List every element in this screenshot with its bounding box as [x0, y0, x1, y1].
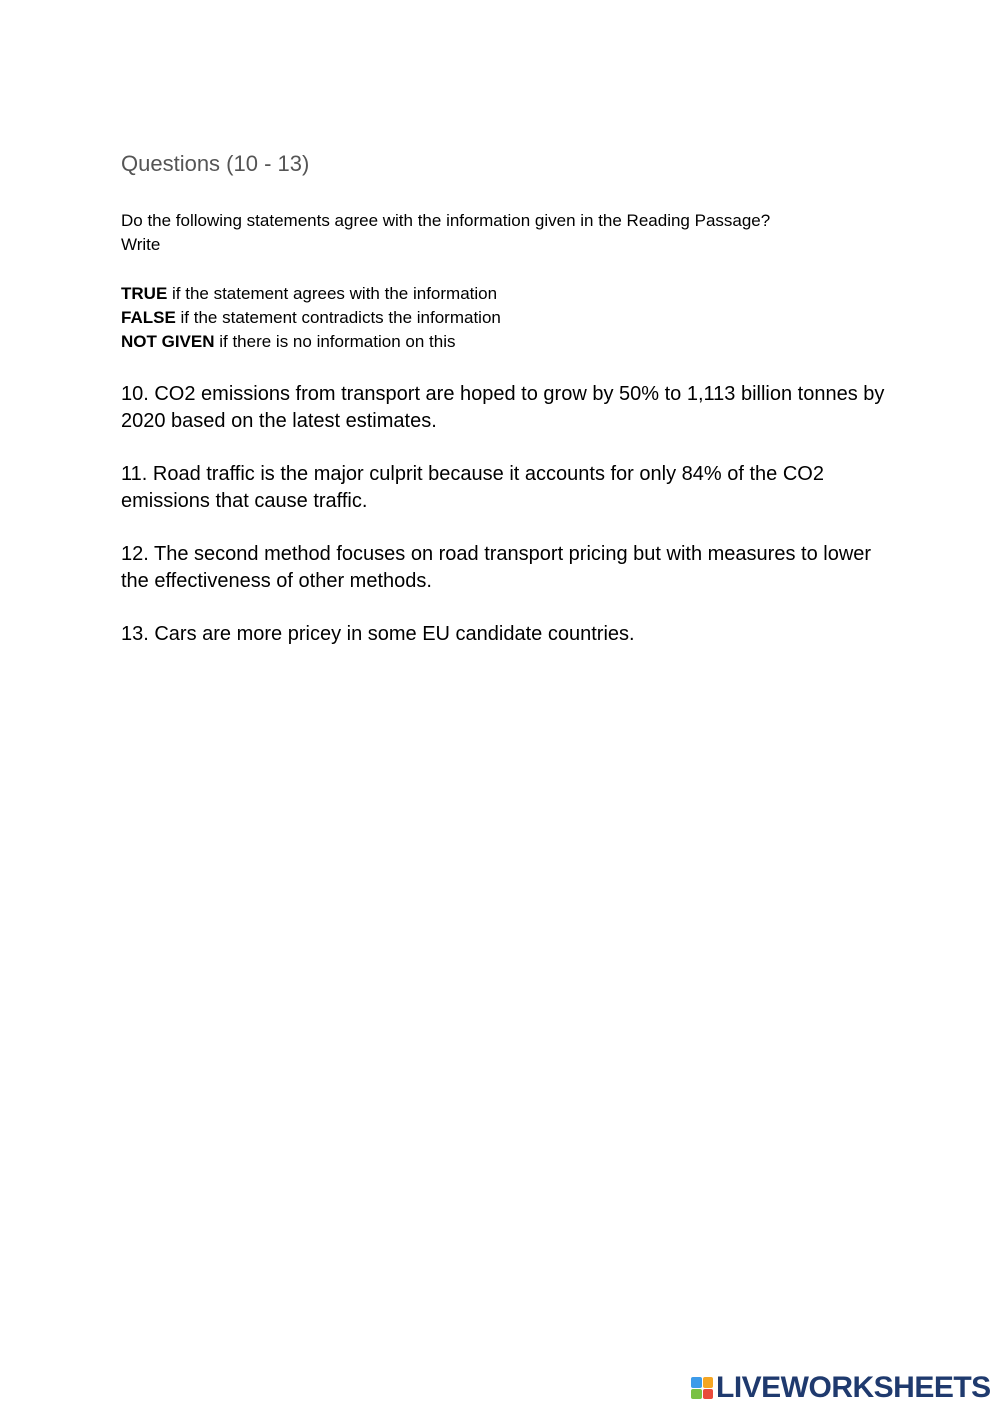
legend-text: if the statement contradicts the information [175, 308, 501, 327]
logo-square [691, 1377, 702, 1388]
logo-square [703, 1389, 714, 1400]
question-12: 12. The second method focuses on road transport pricing but with measures to lower the effectiveness of other methods. [121, 543, 872, 592]
legend-key: FALSE [121, 308, 176, 327]
instructions [121, 209, 881, 257]
logo-square [691, 1389, 702, 1400]
logo-square [703, 1377, 714, 1388]
legend-key: NOT GIVEN [121, 332, 215, 351]
instructions-line: Do the following statements agree with the information given in the Reading Passage? [121, 211, 771, 230]
legend-row-true [121, 282, 881, 306]
legend-text: if there is no information on this [214, 332, 456, 351]
legend-row-false [121, 306, 881, 330]
question-10: 10. CO2 emissions from transport are hoped to grow by 50% to 1,113 billion tonnes by 2020 based on the latest estimates. [121, 383, 885, 432]
question-13: 13. Cars are more pricey in some EU candidate countries. [121, 623, 635, 645]
liveworksheets-logo [691, 1372, 991, 1404]
logo-text: LIVEWORKSHEETS [716, 1371, 991, 1404]
question-list [121, 381, 891, 675]
legend-text: if the statement agrees with the information [167, 284, 498, 303]
legend-key: TRUE [121, 284, 168, 303]
question-11: 11. Road traffic is the major culprit because it accounts for only 84% of the CO2 emissions that cause traffic. [121, 463, 824, 512]
logo-mark-icon [691, 1377, 713, 1399]
answer-legend [121, 282, 881, 354]
legend-row-not-given [121, 330, 881, 354]
instructions-line: Write [121, 235, 161, 254]
page-title: Questions (10 - 13) [121, 151, 310, 176]
